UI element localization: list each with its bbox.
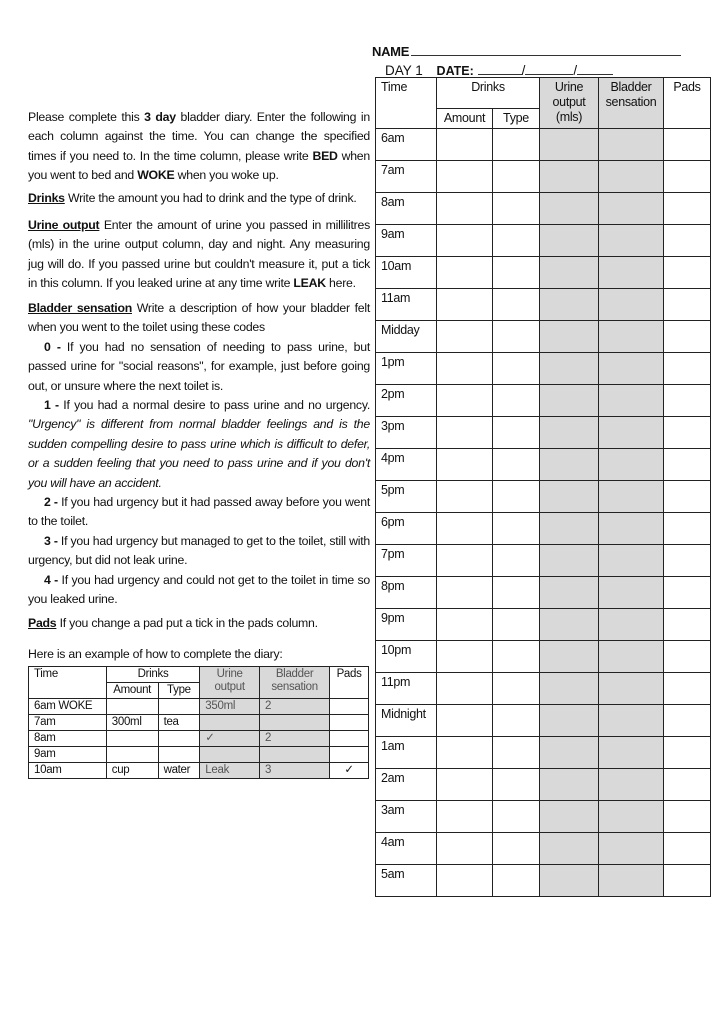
type-cell[interactable] xyxy=(493,609,540,641)
bladder-sensation-cell[interactable] xyxy=(599,609,664,641)
urine-output-cell[interactable] xyxy=(540,161,599,193)
time-cell: 6pm xyxy=(376,513,437,545)
diary-row xyxy=(376,417,711,449)
example-cell-time: 7am xyxy=(29,715,107,731)
diary-row xyxy=(376,673,711,705)
example-cell-amount xyxy=(106,731,158,747)
time-cell: 3pm xyxy=(376,417,437,449)
bladder-sensation-cell[interactable] xyxy=(599,705,664,737)
type-cell[interactable] xyxy=(493,353,540,385)
bladder-sensation-cell[interactable] xyxy=(599,385,664,417)
type-cell[interactable] xyxy=(493,801,540,833)
example-cell-pads xyxy=(330,747,369,763)
bladder-sensation-cell[interactable] xyxy=(599,545,664,577)
time-cell: 11am xyxy=(376,289,437,321)
diary-row xyxy=(376,449,711,481)
example-cell-urine: ✓ xyxy=(200,731,260,747)
date-month-blank[interactable] xyxy=(525,62,573,75)
diary-row xyxy=(376,769,711,801)
diary-row xyxy=(376,481,711,513)
amount-cell[interactable] xyxy=(437,801,493,833)
diary-row xyxy=(376,289,711,321)
name-blank[interactable] xyxy=(411,43,681,56)
bladder-sensation-cell[interactable] xyxy=(599,161,664,193)
pads-cell[interactable] xyxy=(664,225,711,257)
urine-output-cell[interactable] xyxy=(540,673,599,705)
urine-output-cell[interactable] xyxy=(540,769,599,801)
pads-cell[interactable] xyxy=(664,577,711,609)
urine-output-cell[interactable] xyxy=(540,321,599,353)
type-cell[interactable] xyxy=(493,769,540,801)
time-cell: 4pm xyxy=(376,449,437,481)
amount-cell[interactable] xyxy=(437,129,493,161)
diary-row xyxy=(376,577,711,609)
example-row xyxy=(29,731,369,747)
ex-header-drinks: Drinks xyxy=(106,667,200,683)
urine-output-cell[interactable] xyxy=(540,833,599,865)
diary-row xyxy=(376,641,711,673)
example-row xyxy=(29,699,369,715)
bladder-sensation-cell[interactable] xyxy=(599,321,664,353)
time-cell: 7pm xyxy=(376,545,437,577)
urine-output-cell[interactable] xyxy=(540,257,599,289)
pads-cell[interactable] xyxy=(664,737,711,769)
type-cell[interactable] xyxy=(493,833,540,865)
bladder-sensation-cell[interactable] xyxy=(599,801,664,833)
pads-cell[interactable] xyxy=(664,385,711,417)
example-cell-type: tea xyxy=(158,715,200,731)
header-time: Time xyxy=(376,78,437,129)
urine-output-cell[interactable] xyxy=(540,801,599,833)
urine-output-cell[interactable] xyxy=(540,289,599,321)
bladder-sensation-cell[interactable] xyxy=(599,225,664,257)
type-cell[interactable] xyxy=(493,737,540,769)
bladder-sensation-cell[interactable] xyxy=(599,737,664,769)
diary-table xyxy=(375,77,711,897)
example-cell-time: 6am WOKE xyxy=(29,699,107,715)
ex-header-urine: Urine output xyxy=(200,667,260,699)
pads-cell[interactable] xyxy=(664,161,711,193)
time-cell: 9pm xyxy=(376,609,437,641)
pads-cell[interactable] xyxy=(664,609,711,641)
bladder-sensation-cell[interactable] xyxy=(599,193,664,225)
example-cell-bladder: 2 xyxy=(260,731,330,747)
time-cell: 2am xyxy=(376,769,437,801)
urine-instruction: Urine output Enter the amount of urine you passed in millilitres (mls) in the urine output column, day and night. Any measuring jug will do. If you passed urine but couldn't measure it, put a tick in this column. If you leaked urine at any time write LEAK here. xyxy=(28,218,370,291)
pads-cell[interactable] xyxy=(664,321,711,353)
amount-cell[interactable] xyxy=(437,545,493,577)
example-cell-time: 10am xyxy=(29,763,107,779)
type-cell[interactable] xyxy=(493,545,540,577)
code-2: 2 - If you had urgency but it had passed away before you went to the toilet. xyxy=(28,495,370,529)
example-row xyxy=(29,715,369,731)
pads-cell[interactable] xyxy=(664,865,711,897)
amount-cell[interactable] xyxy=(437,257,493,289)
type-cell[interactable] xyxy=(493,257,540,289)
pads-cell[interactable] xyxy=(664,801,711,833)
example-cell-time: 8am xyxy=(29,731,107,747)
bladder-sensation-cell[interactable] xyxy=(599,641,664,673)
amount-cell[interactable] xyxy=(437,609,493,641)
bladder-sensation-cell[interactable] xyxy=(599,577,664,609)
diary-row xyxy=(376,609,711,641)
amount-cell[interactable] xyxy=(437,673,493,705)
ex-header-type: Type xyxy=(158,683,200,699)
diary-row xyxy=(376,353,711,385)
amount-cell[interactable] xyxy=(437,641,493,673)
amount-cell[interactable] xyxy=(437,833,493,865)
example-cell-urine: Leak xyxy=(200,763,260,779)
diary-row xyxy=(376,545,711,577)
pads-cell[interactable] xyxy=(664,769,711,801)
diary-row xyxy=(376,161,711,193)
time-cell: Midnight xyxy=(376,705,437,737)
example-table xyxy=(28,666,369,779)
example-cell-pads xyxy=(330,715,369,731)
pads-cell[interactable] xyxy=(664,705,711,737)
type-cell[interactable] xyxy=(493,673,540,705)
intro-paragraph: Please complete this 3 day bladder diary. Enter the following in each column against the time. You can change the specified times if you need to. In the time column, please write BED when you went to bed and WOKE when you woke up. xyxy=(28,110,370,183)
diary-row xyxy=(376,737,711,769)
time-cell: 6am xyxy=(376,129,437,161)
time-cell: 7am xyxy=(376,161,437,193)
day-date-line xyxy=(385,62,613,78)
amount-cell[interactable] xyxy=(437,353,493,385)
urine-output-cell[interactable] xyxy=(540,545,599,577)
amount-cell[interactable] xyxy=(437,321,493,353)
date-day-blank[interactable] xyxy=(478,62,522,75)
diary-row xyxy=(376,257,711,289)
example-cell-time: 9am xyxy=(29,747,107,763)
bladder-sensation-cell[interactable] xyxy=(599,673,664,705)
pads-cell[interactable] xyxy=(664,833,711,865)
diary-row xyxy=(376,225,711,257)
urine-output-cell[interactable] xyxy=(540,353,599,385)
header-type: Type xyxy=(493,109,540,129)
header-drinks: Drinks xyxy=(437,78,540,109)
example-intro: Here is an example of how to complete the diary: xyxy=(28,647,283,661)
type-cell[interactable] xyxy=(493,129,540,161)
time-cell: 11pm xyxy=(376,673,437,705)
example-cell-type xyxy=(158,699,200,715)
pads-cell[interactable] xyxy=(664,417,711,449)
example-cell-pads xyxy=(330,699,369,715)
bladder-instruction: Bladder sensation Write a description of how your bladder felt when you went to the toilet using these codes 0 - If you had no sensation of needing to pass urine, but passed urine for "social reasons", for example, just before going out, or unsure where the next toilet is. 1 - If you had a normal desire to pass urine and no urgency. "Urgency" is different from normal bladder feelings and is the sudden compelling desire to pass urine which is difficult to defer, or a sudden feeling that you need to pass urine and if you don't you will have an accident. 2 - If you had urgency but it had passed away before you went to the toilet. 3 - If you had urgency but managed to get to the toilet, still with urgency, but did not leak urine. 4 - If you had urgency and could not get to the toilet in time so you leaked urine. xyxy=(28,299,370,610)
pads-cell[interactable] xyxy=(664,353,711,385)
type-cell[interactable] xyxy=(493,161,540,193)
type-cell[interactable] xyxy=(493,705,540,737)
example-cell-bladder xyxy=(260,715,330,731)
time-cell: 1pm xyxy=(376,353,437,385)
pads-cell[interactable] xyxy=(664,513,711,545)
urine-output-cell[interactable] xyxy=(540,737,599,769)
time-cell: 2pm xyxy=(376,385,437,417)
diary-row xyxy=(376,705,711,737)
amount-cell[interactable] xyxy=(437,417,493,449)
pads-cell[interactable] xyxy=(664,673,711,705)
name-label: NAME xyxy=(372,44,410,59)
amount-cell[interactable] xyxy=(437,193,493,225)
type-cell[interactable] xyxy=(493,385,540,417)
type-cell[interactable] xyxy=(493,577,540,609)
amount-cell[interactable] xyxy=(437,385,493,417)
code-3: 3 - If you had urgency but managed to get to the toilet, still with urgency, but did not leak urine. xyxy=(28,533,370,568)
amount-cell[interactable] xyxy=(437,705,493,737)
header-pads: Pads xyxy=(664,78,711,129)
amount-cell[interactable] xyxy=(437,769,493,801)
date-year-blank[interactable] xyxy=(577,62,613,75)
type-cell[interactable] xyxy=(493,641,540,673)
urine-output-cell[interactable] xyxy=(540,641,599,673)
example-cell-urine: 350ml xyxy=(200,699,260,715)
pads-cell[interactable] xyxy=(664,481,711,513)
diary-row xyxy=(376,833,711,865)
urine-output-cell[interactable] xyxy=(540,225,599,257)
type-cell[interactable] xyxy=(493,225,540,257)
bladder-sensation-cell[interactable] xyxy=(599,449,664,481)
time-cell: 1am xyxy=(376,737,437,769)
urine-output-cell[interactable] xyxy=(540,385,599,417)
pads-cell[interactable] xyxy=(664,289,711,321)
header-bladder-sensation: Bladder sensation xyxy=(599,78,664,129)
example-cell-type xyxy=(158,731,200,747)
example-row xyxy=(29,763,369,779)
urine-output-cell[interactable] xyxy=(540,609,599,641)
date-separator: / xyxy=(521,63,526,78)
amount-cell[interactable] xyxy=(437,865,493,897)
amount-cell[interactable] xyxy=(437,289,493,321)
example-cell-pads: ✓ xyxy=(330,763,369,779)
amount-cell[interactable] xyxy=(437,577,493,609)
ex-header-time: Time xyxy=(29,667,107,699)
pads-cell[interactable] xyxy=(664,129,711,161)
bladder-sensation-cell[interactable] xyxy=(599,833,664,865)
diary-row xyxy=(376,385,711,417)
urine-output-cell[interactable] xyxy=(540,705,599,737)
example-cell-urine xyxy=(200,747,260,763)
example-cell-amount: cup xyxy=(106,763,158,779)
bladder-sensation-cell[interactable] xyxy=(599,417,664,449)
time-cell: 10am xyxy=(376,257,437,289)
ex-header-bladder: Bladder sensation xyxy=(260,667,330,699)
urine-output-cell[interactable] xyxy=(540,481,599,513)
example-cell-bladder: 3 xyxy=(260,763,330,779)
urine-output-cell[interactable] xyxy=(540,449,599,481)
bladder-sensation-cell[interactable] xyxy=(599,289,664,321)
date-separator: / xyxy=(573,63,578,78)
time-cell: 9am xyxy=(376,225,437,257)
diary-row xyxy=(376,801,711,833)
time-cell: Midday xyxy=(376,321,437,353)
amount-cell[interactable] xyxy=(437,737,493,769)
amount-cell[interactable] xyxy=(437,161,493,193)
example-cell-amount: 300ml xyxy=(106,715,158,731)
pads-instruction: Pads If you change a pad put a tick in the pads column. xyxy=(28,616,318,630)
example-cell-urine xyxy=(200,715,260,731)
diary-row xyxy=(376,865,711,897)
diary-row xyxy=(376,321,711,353)
time-cell: 10pm xyxy=(376,641,437,673)
urine-output-cell[interactable] xyxy=(540,577,599,609)
pads-cell[interactable] xyxy=(664,449,711,481)
diary-row xyxy=(376,193,711,225)
header-amount: Amount xyxy=(437,109,493,129)
example-cell-type xyxy=(158,747,200,763)
bladder-sensation-cell[interactable] xyxy=(599,129,664,161)
urine-output-cell[interactable] xyxy=(540,865,599,897)
urine-output-cell[interactable] xyxy=(540,193,599,225)
example-cell-type: water xyxy=(158,763,200,779)
amount-cell[interactable] xyxy=(437,225,493,257)
urine-output-cell[interactable] xyxy=(540,513,599,545)
code-1: 1 - If you had a normal desire to pass urine and no urgency. "Urgency" is different from normal bladder feelings and is the sudden compelling desire to pass urine which is difficult to defer, or a sudden feeling that you need to pass urine and if you don't you will have an accident. xyxy=(28,398,370,490)
amount-cell[interactable] xyxy=(437,481,493,513)
urine-output-cell[interactable] xyxy=(540,417,599,449)
code-0: 0 - If you had no sensation of needing to pass urine, but passed urine for "social reasons", for example, just before going out, or unsure where the next toilet is. xyxy=(28,339,370,393)
pads-cell[interactable] xyxy=(664,193,711,225)
time-cell: 4am xyxy=(376,833,437,865)
pads-cell[interactable] xyxy=(664,641,711,673)
type-cell[interactable] xyxy=(493,289,540,321)
type-cell[interactable] xyxy=(493,193,540,225)
type-cell[interactable] xyxy=(493,513,540,545)
header-urine-output: Urine output (mls) xyxy=(540,78,599,129)
amount-cell[interactable] xyxy=(437,513,493,545)
diary-row xyxy=(376,129,711,161)
type-cell[interactable] xyxy=(493,865,540,897)
bladder-sensation-cell[interactable] xyxy=(599,865,664,897)
bladder-sensation-cell[interactable] xyxy=(599,481,664,513)
time-cell: 3am xyxy=(376,801,437,833)
example-row xyxy=(29,747,369,763)
date-label: DATE: xyxy=(436,64,474,78)
time-cell: 5am xyxy=(376,865,437,897)
time-cell: 5pm xyxy=(376,481,437,513)
type-cell[interactable] xyxy=(493,481,540,513)
day-label: DAY 1 xyxy=(385,63,423,78)
bladder-sensation-cell[interactable] xyxy=(599,353,664,385)
time-cell: 8pm xyxy=(376,577,437,609)
example-cell-pads xyxy=(330,731,369,747)
bladder-sensation-cell[interactable] xyxy=(599,513,664,545)
type-cell[interactable] xyxy=(493,449,540,481)
name-field[interactable] xyxy=(372,43,681,59)
bladder-sensation-cell[interactable] xyxy=(599,769,664,801)
diary-row xyxy=(376,513,711,545)
pads-cell[interactable] xyxy=(664,545,711,577)
amount-cell[interactable] xyxy=(437,449,493,481)
ex-header-amount: Amount xyxy=(106,683,158,699)
example-cell-amount xyxy=(106,699,158,715)
type-cell[interactable] xyxy=(493,417,540,449)
time-cell: 8am xyxy=(376,193,437,225)
code-4: 4 - If you had urgency and could not get to the toilet in time so you leaked urine. xyxy=(28,572,370,607)
drinks-instruction: Drinks Write the amount you had to drink and the type of drink. xyxy=(28,191,357,205)
example-cell-bladder: 2 xyxy=(260,699,330,715)
pads-cell[interactable] xyxy=(664,257,711,289)
bladder-sensation-cell[interactable] xyxy=(599,257,664,289)
urine-output-cell[interactable] xyxy=(540,129,599,161)
ex-header-pads: Pads xyxy=(330,667,369,699)
example-cell-amount xyxy=(106,747,158,763)
type-cell[interactable] xyxy=(493,321,540,353)
example-cell-bladder xyxy=(260,747,330,763)
